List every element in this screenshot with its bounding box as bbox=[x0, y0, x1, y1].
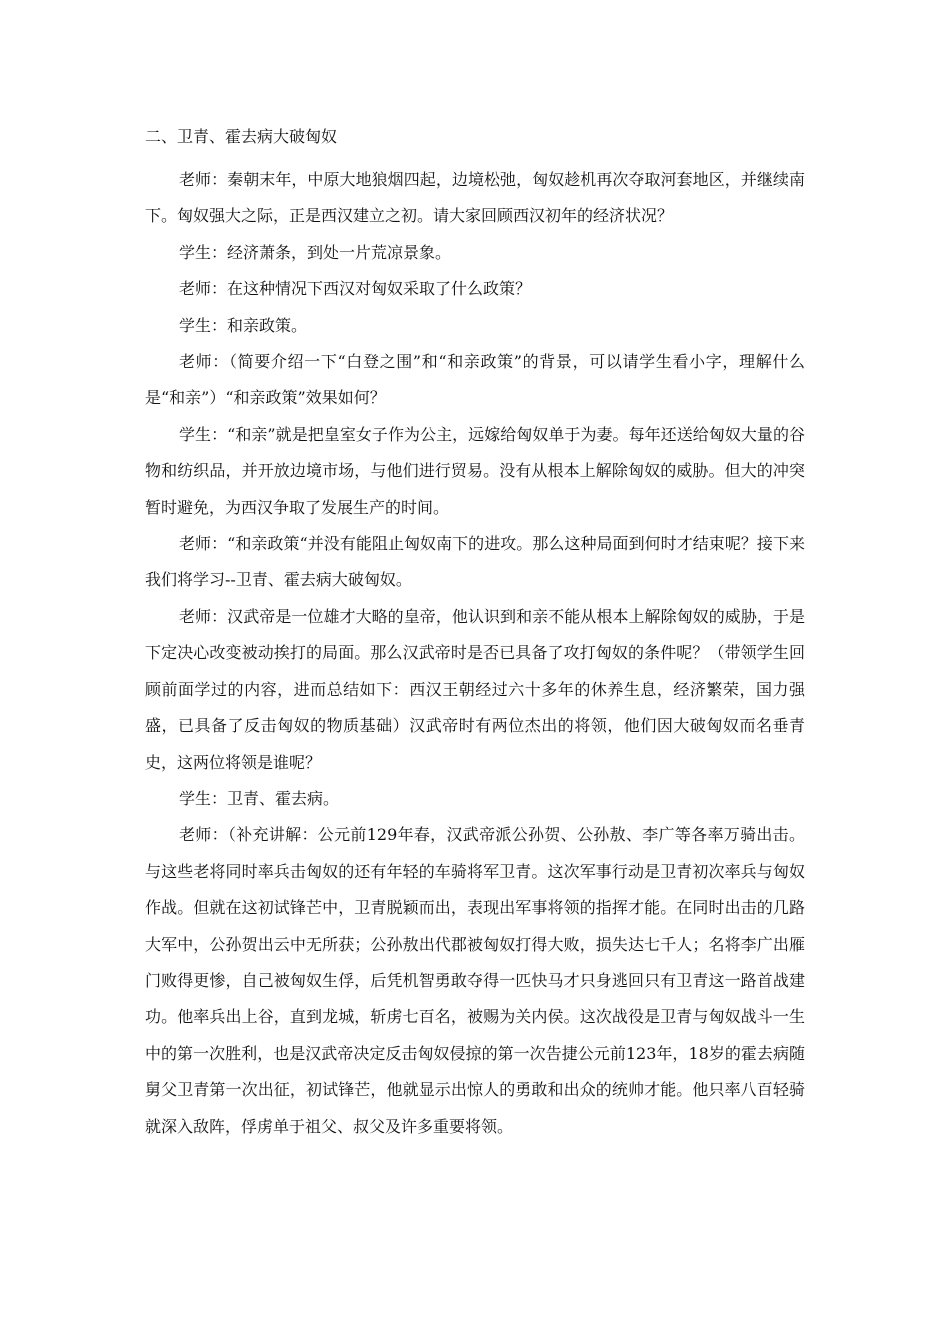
paragraph: 老师：（简要介绍一下“白登之围”和“和亲政策”的背景，可以请学生看小字，理解什么是“和亲”）“和亲政策”效果如何？ bbox=[145, 352, 805, 408]
paragraph: 老师：“和亲政策“并没有能阻止匈奴南下的进攻。那么这种局面到何时才结束呢？接下来我们将学习--卫青、霍去病大破匈奴。 bbox=[145, 534, 805, 590]
paragraph: 学生：和亲政策。 bbox=[179, 315, 308, 335]
paragraph: 老师：秦朝末年，中原大地狼烟四起，边境松弛，匈奴趁机再次夺取河套地区，并继续南下。匈奴强大之际，正是西汉建立之初。请大家回顾西汉初年的经济状况？ bbox=[145, 170, 805, 226]
paragraph: 学生：经济萧条，到处一片荒凉景象。 bbox=[179, 242, 452, 262]
paragraph: 学生：卫青、霍去病。 bbox=[179, 788, 340, 808]
document-body bbox=[145, 124, 805, 1145]
section-heading: 二、卫青、霍去病大破匈奴 bbox=[145, 127, 338, 146]
paragraph: 老师：汉武帝是一位雄才大略的皇帝，他认识到和亲不能从根本上解除匈奴的威胁，于是下定决心改变被动挨打的局面。那么汉武帝时是否已具备了攻打匈奴的条件呢？（带领学生回顾前面学过的内容，进而总结如下：西汉王朝经过六十多年的休养生息，经济繁荣，国力强盛，已具备了反击匈奴的物质基础）汉武帝时有两位杰出的将领，他们因大破匈奴而名垂青史，这两位将领是谁呢？ bbox=[145, 606, 805, 772]
paragraph: 老师：在这种情况下西汉对匈奴采取了什么政策？ bbox=[179, 279, 532, 299]
paragraph: 老师：（补充讲解：公元前129年春，汉武帝派公孙贺、公孙敖、李广等各率万骑出击。与这些老将同时率兵击匈奴的还有年轻的车骑将军卫青。这次军事行动是卫青初次率兵与匈奴作战。但就在这初试锋芒中，卫青脱颖而出，表现出军事将领的指挥才能。在同时出击的几路大军中，公孙贺出云中无所获；公孙敖出代郡被匈奴打得大败，损失达七千人；名将李广出雁门败得更惨，自己被匈奴生俘，后凭机智勇敢夺得一匹快马才只身逃回只有卫青这一路首战建功。他率兵出上谷，直到龙城，斩虏七百名，被赐为关内侯。这次战役是卫青与匈奴战斗一生中的第一次胜利，也是汉武帝决定反击匈奴侵掠的第一次告捷公元前123年，18岁的霍去病随舅父卫青第一次出征，初试锋芒，他就显示出惊人的勇敢和出众的统帅才能。他只率八百轻骑就深入敌阵，俘虏单于祖父、叔父及许多重要将领。 bbox=[145, 825, 805, 1136]
paragraph: 学生：“和亲”就是把皇室女子作为公主，远嫁给匈奴单于为妻。每年还送给匈奴大量的谷物和纺织品，并开放边境市场，与他们进行贸易。没有从根本上解除匈奴的威胁。但大的冲突暂时避免，为西汉争取了发展生产的时间。 bbox=[145, 424, 805, 517]
